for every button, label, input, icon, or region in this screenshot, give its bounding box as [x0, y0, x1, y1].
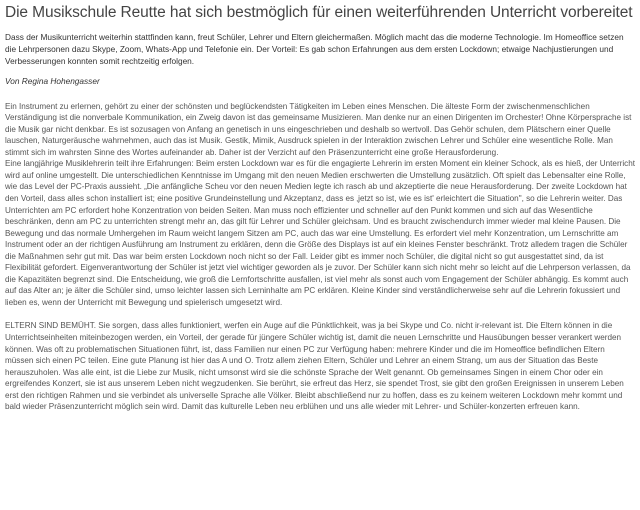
article-paragraph: ELTERN SIND BEMÜHT. Sie sorgen, dass alles funktioniert, werfen ein Auge auf die Pünktlichkeit, was ja bei Skype und Co. nicht ir-relevant ist. Die Eltern können in die Unterrichtseinheiten miteinbezogen werden, ein Vorteil, der gerade für jüngere Schüler wichtig ist, damit die neuen Lernschritte und Hausübungen besser verankert werden können. Was oft zu problematischen Situationen führt, ist, dass Familien nur einen PC zur Verfügung haben: mehrere Kinder und die im Homeoffice befindlichen Eltern müssen sich einen PC teilen. Eine gute Planung ist hier das A und O. Trotz allem ziehen Eltern, Schüler und Lehrer an einem Strang, um aus der Situation das Beste herauszuholen. Was alle eint, ist die Liebe zur Musik, nicht umsonst wird sie die schönste Sprache der Welt genannt. Ob gemeinsames Singen in einem Chor oder ein ergreifendes Konzert, sie ist aus unserem Leben nicht wegzudenken. Sie berührt, sie erfreut das Herz, sie spendet Trost, sie gibt den großen Ereignissen in unserem Leben erst den richtigen Rahmen und sie verbindet als universelle Sprache alle Völker. Bleibt abschließend nur zu hoffen, dass es zu keinem weiteren Lockdown mehr kommt und bald wieder Präsenzunterricht möglich sein wird. Damit das kulturelle Leben neu erblühen und uns alle wieder mit Lehrer- und Schüler-konzerten erfreuen kann. [5, 321, 624, 412]
article-lead: Dass der Musikunterricht weiterhin stattfinden kann, freut Schüler, Lehrer und Eltern gleichermaßen. Möglich macht das die moderne Technologie. Im Homeoffice setzen die Lehrpersonen dazu Skype, Zoom, Whats-App und Telefonie ein. Der Vorteil: Es gab schon Erfahrungen aus dem ersten Lockdown; etwaige Nachjustierungen und Verbesserungen konnten somit rechtzeitig erfolgen. [5, 32, 624, 67]
article-paragraph: Ein Instrument zu erlernen, gehört zu einer der schönsten und beglückendsten Tätigkeiten im Leben eines Menschen. Die älteste Form der zwischenmenschlichen Verständigung ist die nonverbale Kommunikation, ein Zweig davon ist das gemeinsame Musizieren. Man denke nur an einen Dirigenten im Orchester! Ohne Körpersprache ist die Musik gar nicht denkbar. Es ist sozusagen von Anfang an genetisch in uns eingeschrieben und deshalb so wertvoll. Das Gehör schulen, dem Plätschern einer Quelle lauschen, Naturgeräusche wahrnehmen, auch das ist Musik. Gestik, Mimik, Ausdruck spielen in der Interaktion zwischen Lehrer und Schüler eine wesentliche Rolle. Man stimmt sich im wahrsten Sinne des Wortes aufeinander ab. Daher ist der Verzicht auf den Präsenzunterricht eine große Herausforderung. [5, 101, 632, 157]
article-paragraph: Eine langjährige Musiklehrerin teilt ihre Erfahrungen: Beim ersten Lockdown war es für die engagierte Lehrerin im ersten Moment ein kleiner Schock, als es hieß, der Unterricht wird auf online umgestellt. Die unterschiedlichen Kenntnisse im Umgang mit den neuen Medien erschwerten die Umstellung zusätzlich. Oft spielt das Lebensalter eine Rolle, wie das Level der PC-Praxis aussieht. „Die anfängliche Scheu vor den neuen Medien legte ich rasch ab und akzeptierte die neue Herausforderung. Der zweite Lockdown hat den Vorteil, dass alles schon installiert ist; eine positive Grundeinstellung und Akzeptanz, dass es ‚jetzt so ist, wie es ist' erleichtert die Situation", so die Lehrerin weiter. Das Unterrichten am PC erfordert hohe Konzentration von beiden Seiten. Man muss noch effizienter und schneller auf den Punkt kommen und sich auf das Wesentliche beschränken, denn am PC zu unterrichten strengt mehr an, das gilt für Lehrer und Schüler gleichsam. Und es braucht zwischendurch immer wieder mal kleine Pausen. Die Bewegung und das normale Umhergehen im Raum weicht langem Sitzen am PC, auch das war eine Umstellung. Es erfordert viel mehr Konzentration, um Lernschritte am Instrument oder an der richtigen Ausführung am Instrument zu erklären, denn die Größe des Displays ist auf ein kleines Fenster beschränkt. Trotz alledem tragen die Schüler die Maßnahmen sehr gut mit. Das war beim ersten Lockdown noch nicht so der Fall. Leider gibt es immer noch Schüler, die digital nicht so gut ausgestattet sind, da ist Flexibilität gefordert. Eigenverantwortung der Schüler ist jetzt viel wichtiger geworden als je zuvor. Der Schüler kann sich nicht mehr so leicht auf die Lehrperson verlassen, da die Kapazitäten begrenzt sind. Die Entscheidung, wie groß die Lernfortschritte ausfallen, ist viel mehr als sonst auch vom Engagement der Schüler abhängig. Es kommt auch auf das Alter an; je älter die Schüler sind, umso leichter lassen sich Lerninhalte am PC erklären. Kleine Kinder sind verständlicherweise sehr auf die Lehrerin fokussiert und lieben es, wenn der Unterricht mit Bewegung und spielerisch umgesetzt wird. [5, 159, 635, 307]
article-author: Von Regina Hohengasser [5, 75, 100, 86]
article-title: Die Musikschule Reutte hat sich bestmöglich für einen weiterführenden Unterricht vorbereitet [5, 4, 633, 21]
